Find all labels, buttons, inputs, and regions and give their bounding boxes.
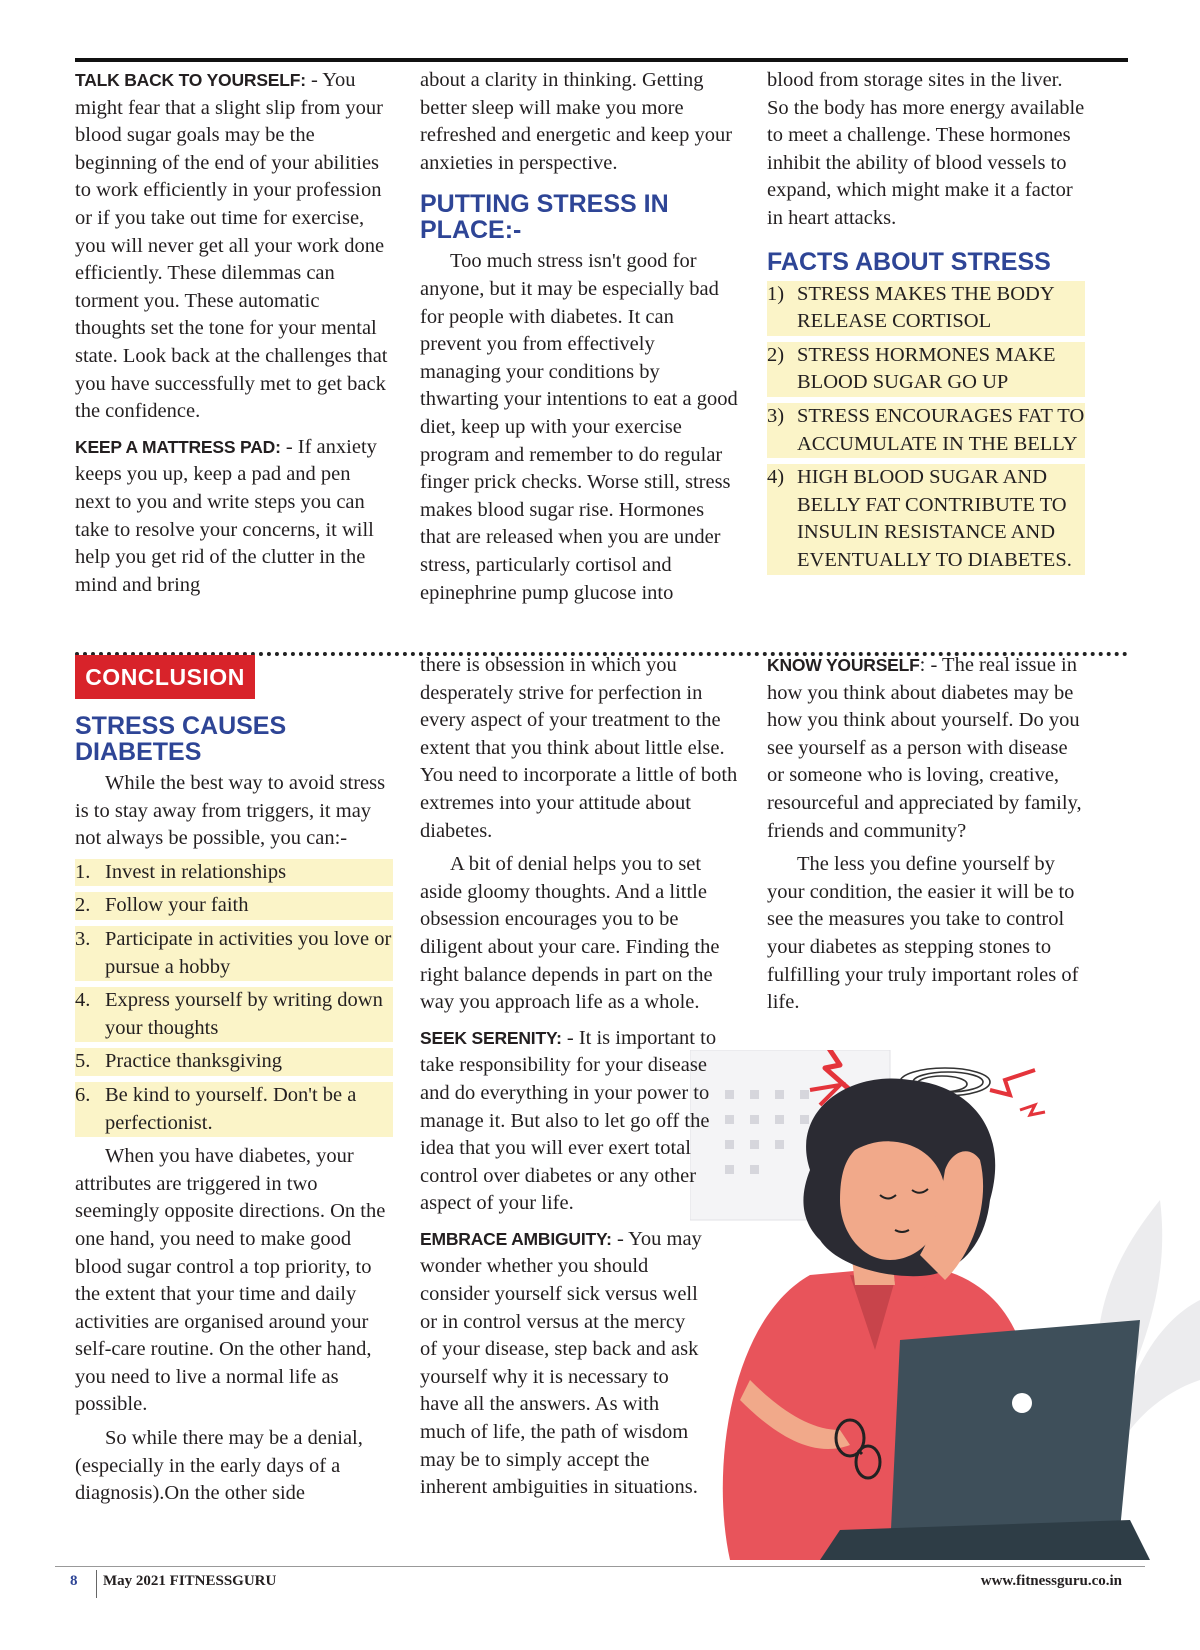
stress-bolt-icon	[1020, 1105, 1045, 1115]
column-5	[420, 652, 738, 1502]
coping-item: 1. Invest in relationships	[75, 859, 393, 887]
know-yourself-paragraph	[767, 652, 1087, 845]
fact-item: 3) STRESS ENCOURAGES FAT TO ACCUMULATE IN THE BELLY	[767, 403, 1085, 458]
fact-item: 4) HIGH BLOOD SUGAR AND BELLY FAT CONTRIBUTE TO INSULIN RESISTANCE AND EVENTUALLY TO DIABETES.	[767, 464, 1085, 574]
denial-paragraph: So while there may be a denial, (especially in the early days of a diagnosis).On the other side	[75, 1427, 363, 1505]
know-yourself-label: KNOW YOURSELF	[767, 655, 920, 675]
column-2	[420, 67, 738, 607]
coping-item: 3. Participate in activities you love or pursue a hobby	[75, 926, 393, 981]
top-rule	[75, 58, 1128, 62]
column-1	[75, 67, 390, 599]
mattress-pad-paragraph	[75, 434, 390, 600]
page-number: 8	[70, 1573, 78, 1589]
putting-stress-heading: PUTTING STRESS IN PLACE:-	[420, 190, 669, 245]
seek-serenity-label: SEEK SERENITY:	[420, 1027, 562, 1048]
mattress-pad-label: KEEP A MATTRESS PAD:	[75, 436, 281, 457]
denial-obsession-paragraph: A bit of denial helps you to set aside gloomy thoughts. And a little obsession encourages you to be diligent about your care. Finding the right balance depends in part on the way you approach life as a whole.	[420, 853, 720, 1014]
column-6	[767, 652, 1087, 1017]
talk-back-paragraph	[75, 67, 390, 426]
coping-item: 4. Express yourself by writing down your thoughts	[75, 987, 393, 1042]
column-3	[767, 67, 1085, 581]
diabetes-attributes-paragraph: When you have diabetes, your attributes are triggered in two seemingly opposite directions. On the one hand, you need to make good blood sugar control a top priority, to the extent that your time and daily activities are organised around your self-care routine. On the other hand, you need to live a normal life as possible.	[75, 1145, 386, 1416]
seek-serenity-paragraph	[420, 1025, 738, 1218]
embrace-ambiguity-text: - You may wonder whether you should consider yourself sick versus well or in control versus at the mercy of your disease, step back and ask yourself why it is necessary to have all the answers. As with much of life, the path of wisdom may be to simply accept the inherent ambiguities in situations.	[420, 1227, 702, 1499]
coping-list	[75, 859, 393, 1137]
stress-causes-heading: STRESS CAUSES DIABETES	[75, 712, 287, 766]
embrace-ambiguity-paragraph	[420, 1226, 705, 1502]
define-yourself-paragraph: The less you define yourself by your condition, the easier it will be to see the measures you take to control your diabetes as stepping stones to fulfilling your truly important roles of life.	[767, 853, 1079, 1014]
col5-continued-text: there is obsession in which you desperately strive for perfection in every aspect of your treatment to the extent that you think about little else. You need to incorporate a little of both extremes into your attitude about diabetes.	[420, 654, 738, 842]
seek-serenity-text: - It is important to take responsibility for your disease and do everything in your power to manage it. But also to let go off the idea that you will ever exert total control over diabetes or any other aspect of your life.	[420, 1026, 717, 1215]
stress-bolt-icon	[990, 1070, 1035, 1095]
know-yourself-text: : - The real issue in how you think about diabetes may be how you think about yourself. Do you see yourself as a person with disease or someone who is loving, creative, resourceful and appreciated by family, friends and community?	[767, 654, 1082, 842]
stress-causes-intro: While the best way to avoid stress is to stay away from triggers, it may not always be possible, you can:-	[75, 772, 386, 850]
embrace-ambiguity-label: EMBRACE AMBIGUITY:	[420, 1228, 612, 1249]
fact-item: 2) STRESS HORMONES MAKE BLOOD SUGAR GO UP	[767, 342, 1085, 397]
column-4	[75, 713, 393, 1508]
col2-continued-text: about a clarity in thinking. Getting better sleep will make you more refreshed and energetic and keep your anxieties in perspective.	[420, 69, 733, 174]
conclusion-badge: CONCLUSION	[75, 655, 255, 699]
coping-item: 6. Be kind to yourself. Don't be a perfectionist.	[75, 1082, 393, 1137]
col3-continued-text: blood from storage sites in the liver. So the body has more energy available to meet a challenge. These hormones inhibit the ability of blood vessels to expand, which might make it a factor in heart attacks.	[767, 69, 1085, 229]
fact-item: 1) STRESS MAKES THE BODY RELEASE CORTISOL	[767, 281, 1085, 336]
footer-separator	[96, 1570, 97, 1598]
issue-label: May 2021 FITNESSGURU	[103, 1573, 277, 1589]
laptop-icon	[890, 1320, 1140, 1550]
website-url: www.fitnessguru.co.in	[980, 1573, 1122, 1589]
mattress-pad-text: - If anxiety keeps you up, keep a pad and pen next to you and write steps you can take to resolve your concerns, it will help you get rid of the clutter in the mind and bring	[75, 435, 377, 596]
facts-list	[767, 281, 1085, 575]
stressed-woman-illustration	[690, 1050, 1200, 1560]
coping-item: 5. Practice thanksgiving	[75, 1048, 393, 1076]
facts-heading: FACTS ABOUT STRESS	[767, 247, 1051, 276]
coping-item: 2. Follow your faith	[75, 892, 393, 920]
footer-rule	[55, 1566, 1145, 1567]
talk-back-text: - You might fear that a slight slip from your blood sugar goals may be the beginning of the end of your abilities to work efficiently in your profession or if you take out time for exercise, you will never get all your work done efficiently. These dilemmas can torment you. These automatic thoughts set the tone for your mental state. Look back at the challenges that you have successfully met to get back the confidence.	[75, 69, 388, 423]
talk-back-label: TALK BACK TO YOURSELF:	[75, 70, 306, 90]
putting-stress-paragraph: Too much stress isn't good for anyone, but it may be especially bad for people with diabetes. It can prevent you from effectively managing your conditions by thwarting your intentions to eat a good diet, keep up with your exercise program and remember to do regular finger prick checks. Worse still, stress makes blood sugar rise. Hormones that are released when you are under stress, particularly cortisol and epinephrine pump glucose into	[420, 250, 738, 604]
